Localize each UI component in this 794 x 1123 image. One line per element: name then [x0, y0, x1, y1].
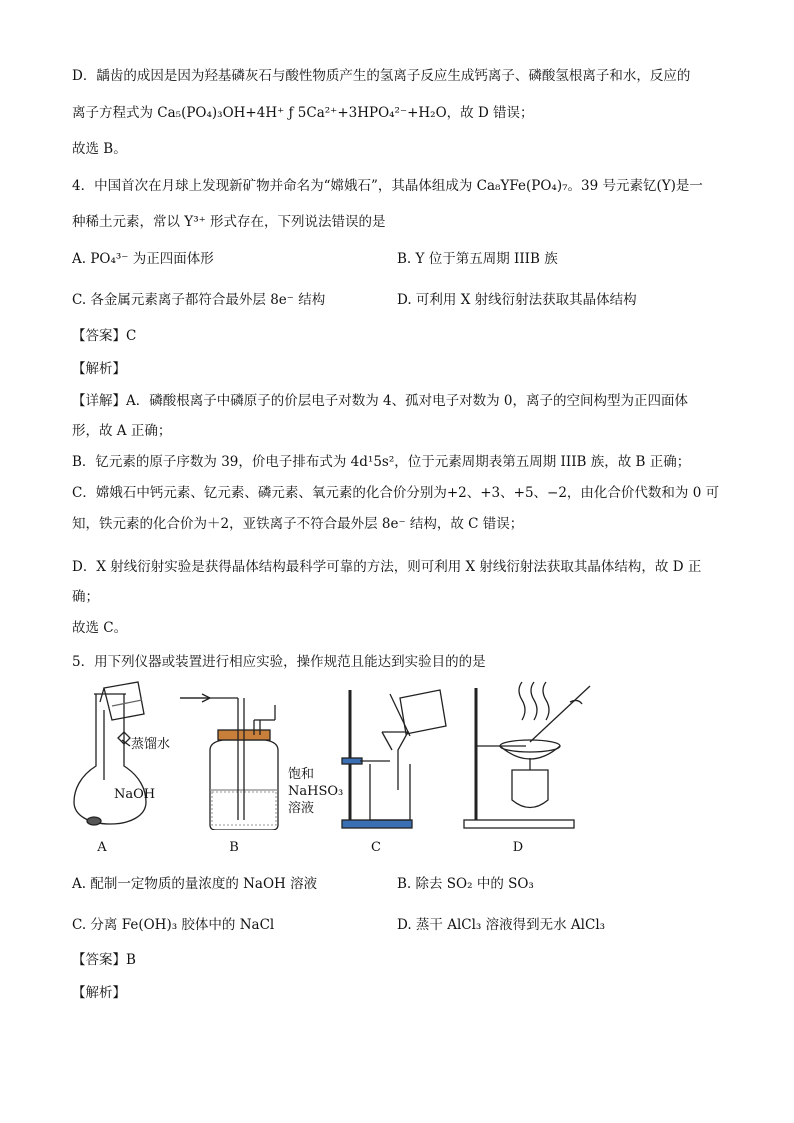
- q4-detail-line3: B．钇元素的原子序数为 39，价电子排布式为 4d¹5s²，位于元素周期表第五周期 IIIB 族，故 B 正确；: [72, 454, 691, 470]
- apparatus-d-evaporation: [464, 682, 590, 828]
- q4-option-c: C. 各金属元素离子都符合最外层 8e⁻ 结构: [72, 292, 326, 308]
- q5-stem: 5．用下列仪器或装置进行相应实验，操作规范且能达到实验目的的是: [72, 654, 486, 670]
- q4-detail-line7: 确；: [72, 589, 99, 605]
- q5-answer: 【答案】B: [72, 952, 136, 968]
- q4-option-b: B. Y 位于第五周期 IIIB 族: [397, 251, 558, 267]
- apparatus-c-filtration: [342, 690, 446, 828]
- q4-analysis-heading: 【解析】: [72, 361, 126, 377]
- figure-label-a: A: [97, 840, 107, 855]
- apparatus-b-wash-bottle: [180, 698, 278, 830]
- q4-stem-line1: 4．中国首次在月球上发现新矿物并命名为“嫦娥石”，其晶体组成为 Ca₈YFe(PO₄)₇。39 号元素钇(Y)是一: [72, 178, 703, 194]
- figure-label-c: C: [371, 840, 381, 855]
- q4-detail-line6: D．X 射线衍射实验是获得晶体结构最科学可靠的方法，则可利用 X 射线衍射法获取其晶体结构，故 D 正: [72, 559, 702, 575]
- q4-detail-line5: 知，铁元素的化合价为＋2，亚铁离子不符合最外层 8e⁻ 结构，故 C 错误；: [72, 516, 524, 532]
- label-nahso3: NaHSO₃: [288, 784, 344, 799]
- q5-option-c: C. 分离 Fe(OH)₃ 胶体中的 NaCl: [72, 917, 275, 933]
- q4-detail-line2: 形，故 A 正确；: [72, 423, 172, 439]
- prev-choice: 故选 B。: [72, 141, 127, 157]
- label-naoh: NaOH: [114, 787, 156, 802]
- q4-stem-line2: 种稀土元素，常以 Y³⁺ 形式存在，下列说法错误的是: [72, 214, 386, 230]
- q4-option-a: A. PO₄³⁻ 为正四面体形: [72, 251, 214, 267]
- q4-answer: 【答案】C: [72, 328, 137, 344]
- label-distilled-water: 蒸馏水: [131, 737, 171, 752]
- q5-analysis-heading: 【解析】: [72, 985, 126, 1001]
- label-solution: 溶液: [288, 801, 315, 816]
- q4-detail-line4: C．嫦娥石中钙元素、钇元素、磷元素、氧元素的化合价分别为+2、+3、+5、−2，由化合价代数和为 0 可: [72, 485, 720, 501]
- q5-option-b: B. 除去 SO₂ 中的 SO₃: [397, 876, 534, 892]
- q5-apparatus-figure: [60, 680, 620, 830]
- q4-detail-line1: 【详解】A．磷酸根离子中磷原子的价层电子对数为 4、孤对电子对数为 0，离子的空间构型为正四面体: [72, 393, 689, 409]
- prev-option-d-line2: 离子方程式为 Ca₅(PO₄)₃OH+4H⁺ ƒ 5Ca²⁺+3HPO₄²⁻+H₂O，故 D 错误；: [72, 105, 534, 121]
- figure-label-b: B: [229, 840, 239, 855]
- figure-label-d: D: [512, 840, 524, 855]
- q4-option-d: D. 可利用 X 射线衍射法获取其晶体结构: [397, 292, 637, 308]
- label-saturated: 饱和: [288, 767, 315, 782]
- q5-option-a: A. 配制一定物质的量浓度的 NaOH 溶液: [72, 876, 318, 892]
- prev-option-d-line1: D．龋齿的成因是因为羟基磷灰石与酸性物质产生的氢离子反应生成钙离子、磷酸氢根离子和水，反应的: [72, 68, 691, 84]
- q5-option-d: D. 蒸干 AlCl₃ 溶液得到无水 AlCl₃: [397, 917, 606, 933]
- q4-choice: 故选 C。: [72, 620, 128, 636]
- apparatus-a-beaker: [100, 682, 144, 720]
